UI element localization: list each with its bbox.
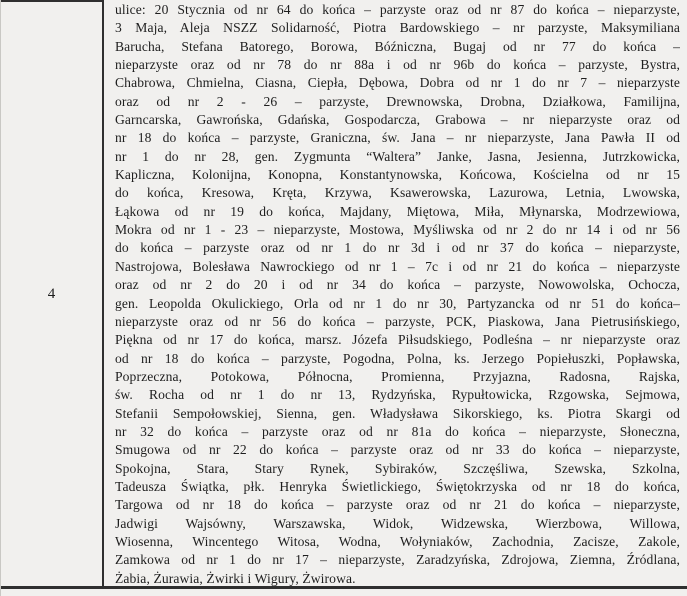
street-list-line: Targowa od nr 18 do końca – parzyste oraz od nr 21 do końca – nieparzyste, (115, 497, 680, 513)
street-list-line: od nr 18 do końca – parzyste, Pogodna, Polna, ks. Jerzego Popiełuszki, Popławska, (115, 350, 680, 366)
street-list-line: Mokra od nr 1 - 23 – nieparzyste, Mostowa, Myśliwska od nr 2 do nr 14 i od nr 56 (115, 222, 680, 238)
street-list-line: Łąkowa od nr 19 do końca, Majdany, Miętowa, Miła, Młynarska, Modrzewiowa, (115, 203, 680, 219)
street-list-line: Spokojna, Stara, Stary Rynek, Sybiraków, Szczęśliwa, Szewska, Szkolna, (115, 460, 680, 476)
street-list-line: Jadwigi Wajsówny, Warszawska, Widok, Widzewska, Wierzbowa, Willowa, (115, 515, 680, 531)
street-list-line: oraz od nr 2 do 20 i od nr 34 do końca – parzyste, Nowowolska, Ochocza, (115, 277, 680, 293)
district-number: 4 (47, 285, 56, 302)
district-table-row (1, 0, 687, 589)
street-list-line: Poprzeczna, Potokowa, Północna, Promienna, Przyjazna, Radosna, Rajska, (115, 368, 680, 384)
street-list-line: oraz od nr 2 - 26 – parzyste, Drewnowska, Drobna, Działkowa, Familijna, (115, 93, 680, 109)
street-list-line: Zamkowa od nr 1 do nr 17 – nieparzyste, Zaradzyńska, Zdrojowa, Ziemna, Źródlana, (115, 552, 680, 568)
street-list-line: Smugowa od nr 22 do końca – parzyste oraz od nr 33 do końca – nieparzyste, (115, 442, 680, 458)
street-list-line: św. Rocha od nr 1 do nr 13, Rydzyńska, Rypułtowicka, Rzgowska, Sejmowa, (115, 387, 680, 403)
street-list-line: Nastrojowa, Bolesława Nawrockiego od nr 1 – 7c i od nr 21 do końca – nieparzyste (115, 258, 680, 274)
street-list-line: nr 1 do nr 28, gen. Zygmunta “Waltera” Janke, Jasna, Jesienna, Jutrzkowicka, (115, 148, 680, 164)
street-list-line: Garncarska, Gawrońska, Gdańska, Gospodarcza, Grabowa – nr nieparzyste oraz od (115, 112, 680, 128)
street-list-line: 3 Maja, Aleja NSZZ Solidarność, Piotra Bardowskiego – nr parzyste, Maksymiliana (115, 20, 680, 36)
district-number-cell (1, 0, 104, 586)
street-list-line: nr 18 do końca – parzyste, Graniczna, św. Jana – nr nieparzyste, Jana Pawła II od (115, 130, 680, 146)
street-list-line: nieparzyste oraz od nr 78 do nr 88a i od nr 96b do końca – parzyste, Bystra, (115, 57, 680, 73)
street-list-line: Kapliczna, Kolonijna, Konopna, Konstantynowska, Końcowa, Kościelna od nr 15 (115, 167, 680, 183)
street-list-line: Tadeusza Świątka, płk. Henryka Świetlickiego, Świętokrzyska od nr 18 do końca, (115, 478, 680, 494)
street-list-line: gen. Leopolda Okulickiego, Orla od nr 1 do nr 30, Partyzancka od nr 51 do końca– (115, 295, 680, 311)
street-list-line: Żabia, Żurawia, Żwirki i Wigury, Żwirowa. (115, 570, 356, 586)
street-list-line: Barucha, Stefana Batorego, Borowa, Bóźniczna, Bugaj od nr 77 do końca – (115, 38, 680, 54)
street-list-line: ulice: 20 Stycznia od nr 64 do końca – parzyste oraz od nr 87 do końca – nieparzyste, (115, 2, 680, 17)
street-list-cell (104, 0, 687, 586)
street-list-line: Piękna od nr 17 do końca, marsz. Józefa Piłsudskiego, Podleśna – nr nieparzyste oraz (115, 332, 680, 348)
street-list-line: nieparzyste oraz od nr 56 do końca – parzyste, PCK, Piaskowa, Jana Pietrusińskiego, (115, 313, 680, 329)
street-list-line: do końca – parzyste oraz od nr 1 do nr 3d i od nr 37 do końca – nieparzyste, (115, 240, 680, 256)
street-list-line: nr 32 do końca – parzyste oraz od nr 81a do końca – nieparzyste, Słoneczna, (115, 423, 680, 439)
street-list-line: Stefanii Sempołowskiej, Sienna, gen. Władysława Sikorskiego, ks. Piotra Skargi od (115, 405, 680, 421)
street-list-line: do końca, Kresowa, Kręta, Krzywa, Ksawerowska, Lazurowa, Letnia, Lwowska, (115, 185, 680, 201)
street-list-line: Chabrowa, Chmielna, Ciasna, Ciepła, Dębowa, Dobra od nr 1 do nr 7 – nieparzyste (115, 75, 680, 91)
street-list-line: Wiosenna, Wincentego Witosa, Wodna, Wołyniaków, Zachodnia, Zacisze, Zakole, (115, 533, 680, 549)
